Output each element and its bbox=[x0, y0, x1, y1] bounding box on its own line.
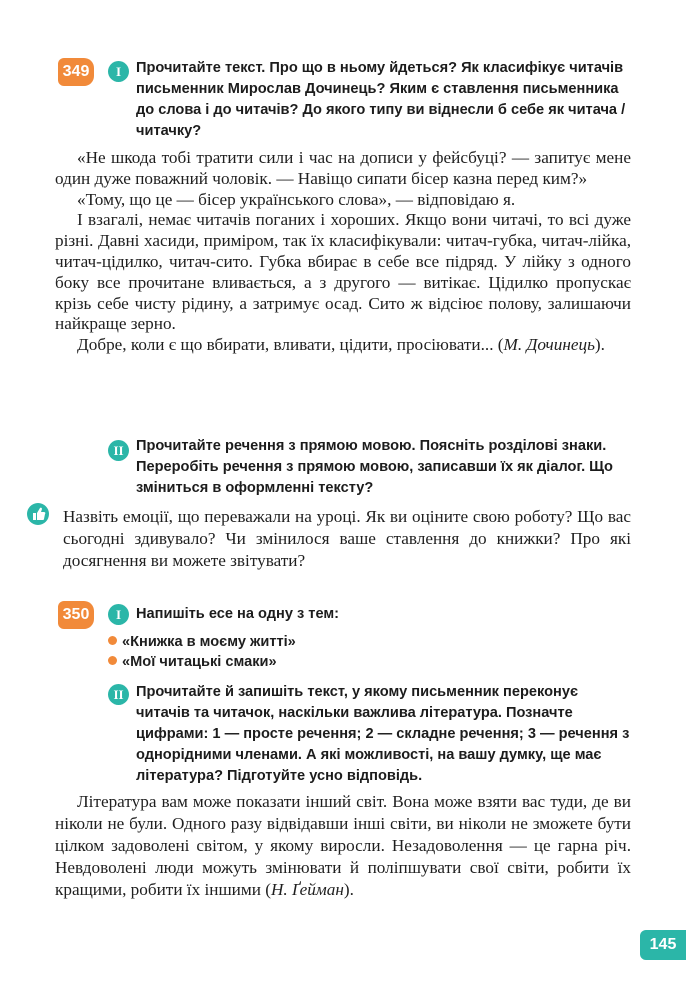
exercise-349-task-2: Прочитайте речення з прямою мовою. Поясніть розділові знаки. Переробіть речення з прямою мовою, записавши їх як діалог. Що зміниться в оформленні тексту? bbox=[136, 438, 613, 496]
exercise-number-badge: 350 bbox=[58, 601, 94, 629]
exercise-350-task-2: Прочитайте й запишіть текст, у якому письменник переконує читачів та читачок, наскільки важлива література. Позначте цифрами: 1 — просте речення; 2 — складне речення; 3 — речення з однорідними членами. А які можливості, на вашу думку, ще має література? Підготуйте усно відповідь. bbox=[136, 684, 630, 784]
text-paragraph: «Не шкода тобі тратити сили і час на дописи у фейсбуці? — запитує мене один дуже поважний чоловік. — Навіщо сипати бісер казна перед ким?» bbox=[55, 148, 631, 188]
bullet-icon bbox=[108, 656, 117, 665]
level-two-icon: II bbox=[108, 440, 129, 461]
topic-item: «Мої читацькі смаки» bbox=[108, 652, 277, 673]
page-number: 145 bbox=[640, 930, 686, 960]
exercise-number-badge: 349 bbox=[58, 58, 94, 86]
text-paragraph: І взагалі, немає читачів поганих і хороших. Якщо вони читачі, то всі дуже різні. Давні хасиди, приміром, так їх класифікували: читач-губка, читач-лійка, читач-цідилко, читач-сито. Губка вбирає в себе все підряд. У лійку з одного боку все прочитане вливається, а з другого — витікає. Цідилко пропускає крізь себе чисту рідину, а затримує осад. Сито ж відсіює полову, залишаючи найкраще зерно. bbox=[55, 210, 631, 334]
reflection-text: Назвіть емоції, що переважали на уроці. Як ви оціните свою роботу? Що вас сьогодні здивувало? Чи змінилося ваше ставлення до книжки? Про які досягнення ви можете звітувати? bbox=[63, 507, 631, 570]
author-name: М. Дочинець bbox=[503, 335, 595, 355]
exercise-350-task: Напишіть есе на одну з тем: bbox=[136, 606, 340, 622]
level-one-icon: I bbox=[108, 61, 129, 82]
topic-item: «Книжка в моєму житті» bbox=[108, 632, 296, 653]
level-one-icon: I bbox=[108, 604, 129, 625]
thumbs-up-icon bbox=[27, 503, 49, 525]
exercise-349-task: Прочитайте текст. Про що в ньому йдеться? Як класифікує читачів письменник Мирослав Дочинець? Яким є ставлення письменника до слова і до читачів? До якого типу ви віднесли б себе як читача / читачку? bbox=[136, 60, 626, 139]
text-paragraph: Добре, коли є що вбирати, вливати, цідити, просіювати... (М. Дочинець). bbox=[77, 335, 605, 355]
exercise-349-text bbox=[55, 148, 631, 356]
exercise-350-text bbox=[55, 791, 631, 901]
author-name: Н. Ґейман bbox=[271, 880, 344, 899]
text-paragraph: Література вам може показати інший світ. Вона може взяти вас туди, де ви ніколи не були. Одного разу відвідавши інші світи, ви ніколи не зможете бути цілком задоволені світом, у якому виросли. Незадоволення — це гарна річ. Невдоволені люди можуть змінювати й поліпшувати свої світи, робити їх кращими, робити їх іншими (Н. Ґейман). bbox=[55, 792, 631, 899]
bullet-icon bbox=[108, 636, 117, 645]
level-two-icon: II bbox=[108, 684, 129, 705]
text-paragraph: «Тому, що це — бісер українського слова», — відповідаю я. bbox=[77, 189, 516, 209]
